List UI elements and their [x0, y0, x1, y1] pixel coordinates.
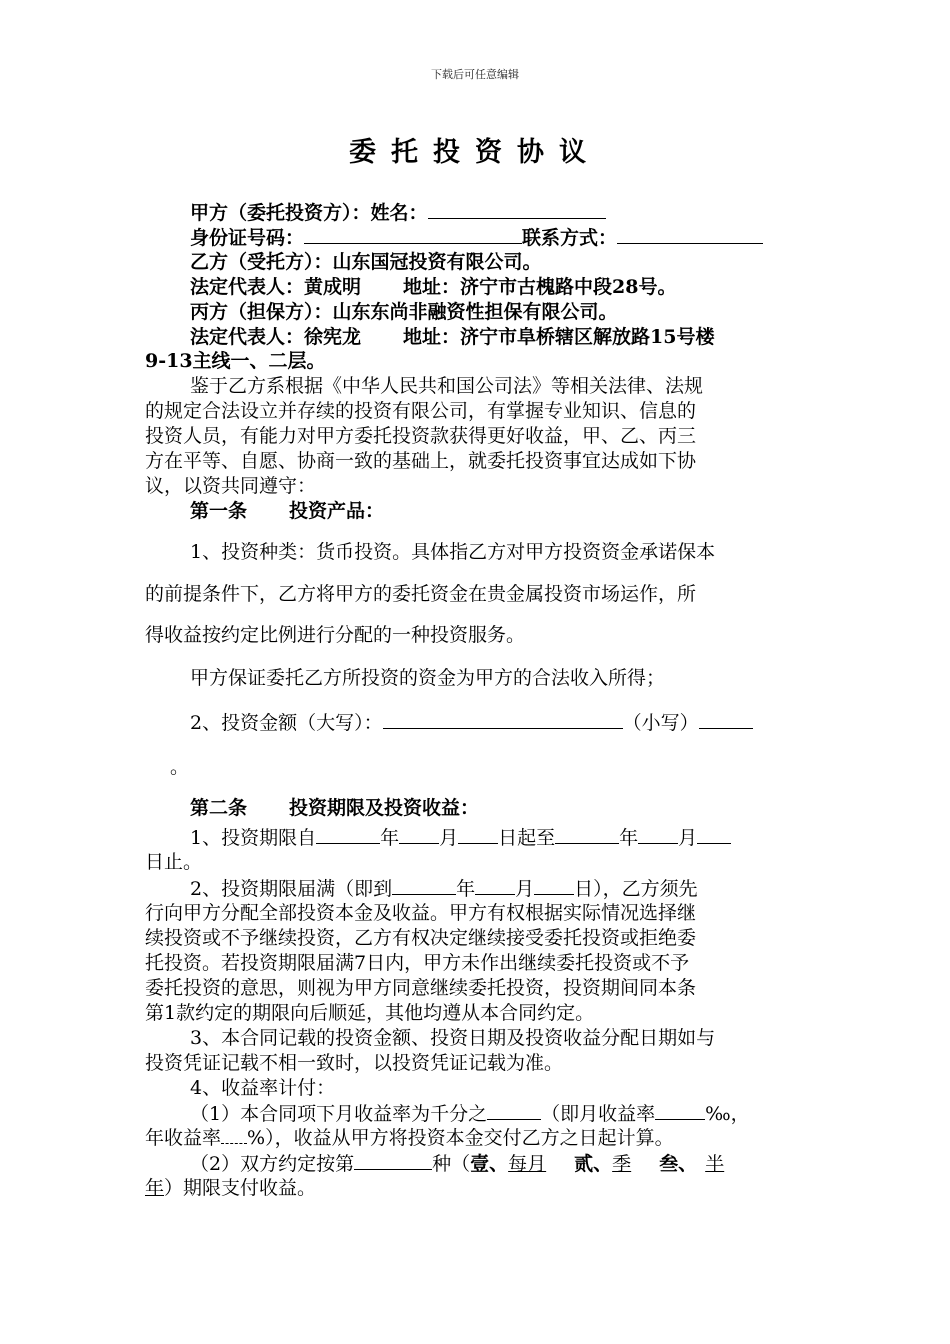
end-month-blank[interactable]: [638, 825, 678, 844]
annual-rate-text: %），收益从甲方将投资本金交付乙方之日起计算。: [247, 1127, 674, 1149]
article-1-item-1: 1、投资种类：货币投资。具体指乙方对甲方投资资金承诺保本: [190, 541, 716, 563]
start-month-blank[interactable]: [399, 825, 439, 844]
month-label: 月: [439, 827, 459, 849]
article-title: 投资产品：: [289, 500, 385, 522]
option-monthly: 每月: [508, 1153, 547, 1175]
term-line: [190, 825, 805, 850]
year-label: 年: [456, 878, 476, 900]
article-1-heading: [190, 499, 805, 523]
party-b-name: 山东国冠投资有限公司。: [332, 251, 542, 273]
article-number: 第二条: [190, 797, 248, 819]
monthly-rate-label: （1）本合同项下月收益率为千分之: [190, 1103, 488, 1125]
address-label: 地址：: [403, 276, 461, 298]
annual-rate-blank[interactable]: [221, 1129, 247, 1144]
yield-heading: 4、收益率计付：: [190, 1077, 336, 1099]
id-label: 身份证号码：: [190, 227, 305, 249]
article-title: 投资期限及投资收益：: [289, 797, 480, 819]
maturity-text: 续投资或不予继续投资，乙方有权决定继续接受委托投资或拒绝委: [145, 927, 697, 949]
annual-rate-line: [145, 1126, 805, 1150]
document-title: 委托投资协议: [349, 137, 601, 168]
amount-end-mark: 。: [170, 756, 190, 778]
guarantee-clause: 甲方保证委托乙方所投资的资金为甲方的合法收入所得；: [190, 667, 666, 689]
term-end: 日止。: [145, 851, 203, 873]
amount-words-blank[interactable]: [383, 710, 623, 729]
party-a-line: [190, 200, 805, 225]
option-three: 叁、: [659, 1153, 698, 1175]
option-two: 贰、: [574, 1153, 613, 1175]
preamble-line: 鉴于乙方系根据《中华人民共和国公司法》等相关法律、法规: [190, 375, 704, 397]
party-c-line: [190, 300, 805, 324]
article-2-heading: [190, 796, 805, 820]
maturity-text: 托投资。若投资期限届满7日内，甲方未作出继续委托投资或不予: [145, 952, 690, 974]
term-label: 1、投资期限自: [190, 827, 317, 849]
payment-term-text: ）期限支付收益。: [164, 1177, 317, 1199]
permille-sign: ‰，: [705, 1103, 750, 1125]
payment-type-label: 种（: [432, 1153, 471, 1175]
monthly-rate-blank[interactable]: [487, 1101, 541, 1120]
party-a-name-blank[interactable]: [428, 200, 606, 219]
record-clause: 投资凭证记载不相一致时，以投资凭证记载为准。: [145, 1052, 564, 1074]
party-a-label: 甲方（委托投资方）：姓名：: [190, 202, 428, 224]
address-label: 地址：: [403, 326, 461, 348]
start-year-blank[interactable]: [316, 825, 380, 844]
party-c-rep-line: [190, 325, 805, 349]
party-c-label: 丙方（担保方）：: [190, 301, 333, 323]
option-quarterly: 季: [612, 1153, 632, 1175]
monthly-rate-line: [190, 1101, 805, 1126]
end-day-blank[interactable]: [697, 825, 731, 844]
annual-rate-label: 年收益率: [145, 1127, 222, 1149]
preamble-line: 议，以资共同遵守：: [145, 475, 317, 497]
maturity-close: 日），乙方须先: [574, 878, 698, 900]
maturity-text: 委托投资的意思，则视为甲方同意继续委托投资，投资期间同本条: [145, 977, 697, 999]
party-c-rep: 徐宪龙: [304, 326, 362, 348]
payment-term-line: [190, 1151, 805, 1176]
party-c-address: 济宁市阜桥辖区解放路15号楼: [460, 326, 715, 348]
amount-figures-label: （小写）: [622, 712, 699, 734]
id-number-blank[interactable]: [304, 225, 522, 244]
option-one: 壹、: [470, 1153, 509, 1175]
maturity-day-blank[interactable]: [534, 876, 574, 895]
maturity-month-blank[interactable]: [475, 876, 515, 895]
option-half-year: 半: [705, 1153, 725, 1175]
monthly-rate-blank-2[interactable]: [655, 1101, 705, 1120]
option-half-year-cont: 年: [145, 1177, 165, 1199]
article-number: 第一条: [190, 500, 248, 522]
investment-amount-line: [190, 710, 805, 735]
month-label: 月: [678, 827, 698, 849]
record-clause: 3、本合同记载的投资金额、投资日期及投资收益分配日期如与: [190, 1027, 716, 1049]
year-label: 年: [380, 827, 400, 849]
payment-term-end: [145, 1176, 805, 1200]
preamble-line: 投资人员，有能力对甲方委托投资款获得更好收益，甲、乙、丙三: [145, 425, 697, 447]
preamble-line: 方在平等、自愿、协商一致的基础上，就委托投资事宜达成如下协: [145, 450, 697, 472]
payment-term-label: （2）双方约定按第: [190, 1153, 355, 1175]
maturity-line: [190, 876, 805, 901]
header-note: 下载后可任意编辑: [431, 68, 519, 81]
maturity-label: 2、投资期限届满（即到: [190, 878, 393, 900]
amount-figures-blank[interactable]: [699, 710, 753, 729]
party-c-name: 山东东尚非融资性担保有限公司。: [332, 301, 618, 323]
month-label: 月: [515, 878, 535, 900]
id-line: [190, 225, 805, 250]
year-label: 年: [619, 827, 639, 849]
end-year-blank[interactable]: [555, 825, 619, 844]
maturity-year-blank[interactable]: [392, 876, 456, 895]
article-1-item-1: 得收益按约定比例进行分配的一种投资服务。: [145, 624, 526, 646]
contact-label: 联系方式：: [522, 227, 618, 249]
party-b-rep: 黄成明: [304, 276, 362, 298]
article-1-item-1: 的前提条件下，乙方将甲方的委托资金在贵金属投资市场运作，所: [145, 583, 697, 605]
start-day-blank[interactable]: [458, 825, 498, 844]
rep-label: 法定代表人：: [190, 276, 305, 298]
contact-blank[interactable]: [617, 225, 763, 244]
party-b-label: 乙方（受托方）：: [190, 251, 333, 273]
party-b-line: [190, 250, 805, 274]
amount-words-label: 2、投资金额（大写）：: [190, 712, 383, 734]
payment-option-blank[interactable]: [354, 1151, 432, 1170]
rep-label: 法定代表人：: [190, 326, 305, 348]
maturity-text: 第1款约定的期限向后顺延，其他均遵从本合同约定。: [145, 1002, 595, 1024]
preamble-line: 的规定合法设立并存续的投资有限公司，有掌握专业知识、信息的: [145, 400, 697, 422]
party-c-address-cont: 9-13主线一、二层。: [145, 350, 326, 372]
party-b-rep-line: [190, 275, 805, 299]
monthly-rate-paren: （即月收益率: [541, 1103, 656, 1125]
party-b-address: 济宁市古槐路中段28号。: [460, 276, 677, 298]
day-from-label: 日起至: [498, 827, 556, 849]
maturity-text: 行向甲方分配全部投资本金及收益。甲方有权根据实际情况选择继: [145, 902, 697, 924]
